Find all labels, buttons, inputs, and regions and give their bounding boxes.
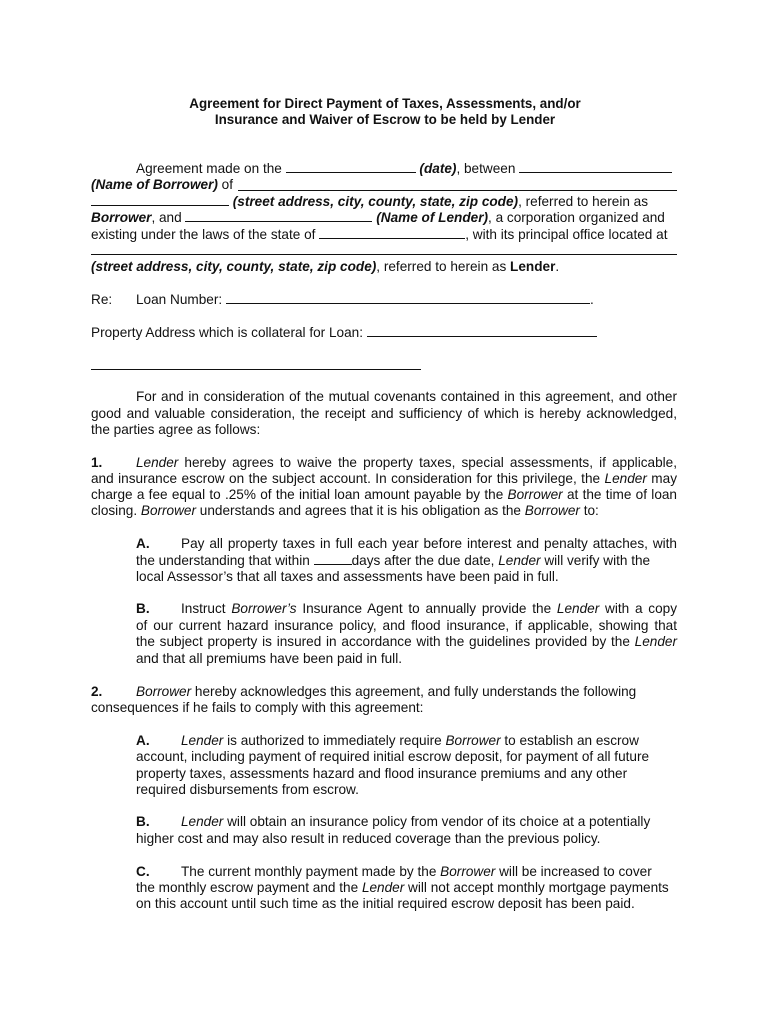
property-address-blank-2[interactable] [91, 369, 421, 370]
property-address-line: Property Address which is collateral for Loan: [91, 323, 597, 341]
lender-name-blank[interactable] [185, 208, 372, 222]
agreement-date-blank[interactable] [286, 159, 416, 173]
borrower-address-blank[interactable] [238, 190, 677, 191]
section2A-line3: property taxes, assessments hazard and flood insurance premiums and any other [136, 766, 628, 781]
section2C-line2: the monthly escrow payment and the Lender will not accept monthly mortgage payments [136, 880, 669, 895]
intro-line5: existing under the laws of the state of , with its principal office located at [91, 227, 668, 242]
document-title-line1: Agreement for Direct Payment of Taxes, Assessments, and/or [189, 96, 581, 111]
intro-line4: Borrower, and (Name of Lender), a corporation organized and [91, 210, 665, 225]
intro-line6: (street address, city, county, state, zip code), referred to herein as Lender. [91, 259, 560, 274]
section1B-line2: of our current hazard insurance policy, and flood insurance, if applicable, showing that [136, 618, 677, 633]
section1-line2: and insurance escrow on the subject account. In consideration for this privilege, the Lender may [91, 471, 677, 486]
borrower-name-blank[interactable] [519, 159, 672, 173]
section2C-line1: C. The current monthly payment made by the Borrower will be increased to cover [136, 864, 652, 879]
consideration-line3: the parties agree as follows: [91, 422, 261, 437]
document-title-line2: Insurance and Waiver of Escrow to be held by Lender [214, 112, 556, 127]
section2-line2: consequences if he fails to comply with this agreement: [91, 700, 424, 715]
loan-number-blank[interactable] [226, 290, 590, 304]
section2C-line3: on this account until such time as the initial required escrow deposit has been paid. [136, 896, 635, 911]
section2A-line1: A. Lender is authorized to immediately require Borrower to establish an escrow [136, 733, 639, 748]
days-blank[interactable] [314, 551, 352, 565]
section1A-line2: the understanding that within days after the due date, Lender will verify with the [136, 553, 651, 568]
section1B-line1: B. Instruct Borrower’s Insurance Agent to annually provide the Lender with a copy [136, 601, 677, 616]
section2A-line2: account, including payment of required initial escrow deposit, for payment of all future [136, 749, 650, 764]
section1B-line3: the subject property is insured in accordance with the guidelines provided by the Lender [136, 634, 677, 649]
section2A-line4: required disbursements from escrow. [136, 782, 359, 797]
lender-address-blank[interactable] [91, 254, 677, 255]
property-address-blank[interactable] [367, 323, 597, 337]
section1A-line1: A. Pay all property taxes in full each year before interest and penalty attaches, with [136, 536, 677, 551]
section2B-line1: B. Lender will obtain an insurance policy from vendor of its choice at a potentially [136, 814, 651, 829]
re-line: Re: Loan Number: . [91, 292, 594, 307]
intro-line3: (street address, city, county, state, zip code), referred to herein as [91, 192, 648, 210]
section2-line1: 2. Borrower hereby acknowledges this agreement, and fully understands the following [91, 684, 637, 699]
state-blank[interactable] [319, 225, 465, 239]
section1A-line3: local Assessor’s that all taxes and assessments have been paid in full. [136, 569, 559, 584]
section1-line4: closing. Borrower understands and agrees that it is his obligation as the Borrower to: [91, 503, 599, 518]
consideration-line2: good and valuable consideration, the receipt and sufficiency of which is hereby acknowledged, [91, 406, 677, 421]
intro-line1: Agreement made on the (date), between [91, 159, 672, 177]
borrower-address-blank-2[interactable] [91, 192, 229, 206]
section1-line3: charge a fee equal to .25% of the initial loan amount payable by the Borrower at the time of loan [91, 487, 677, 502]
section1-line1: 1. Lender hereby agrees to waive the property taxes, special assessments, if applicable, [91, 455, 677, 470]
intro-line2: (Name of Borrower) of [91, 177, 234, 192]
section2B-line2: higher cost and may also result in reduced coverage than the previous policy. [136, 831, 601, 846]
section1B-line4: and that all premiums have been paid in full. [136, 651, 402, 666]
consideration-line1: For and in consideration of the mutual covenants contained in this agreement, and other [136, 389, 677, 404]
